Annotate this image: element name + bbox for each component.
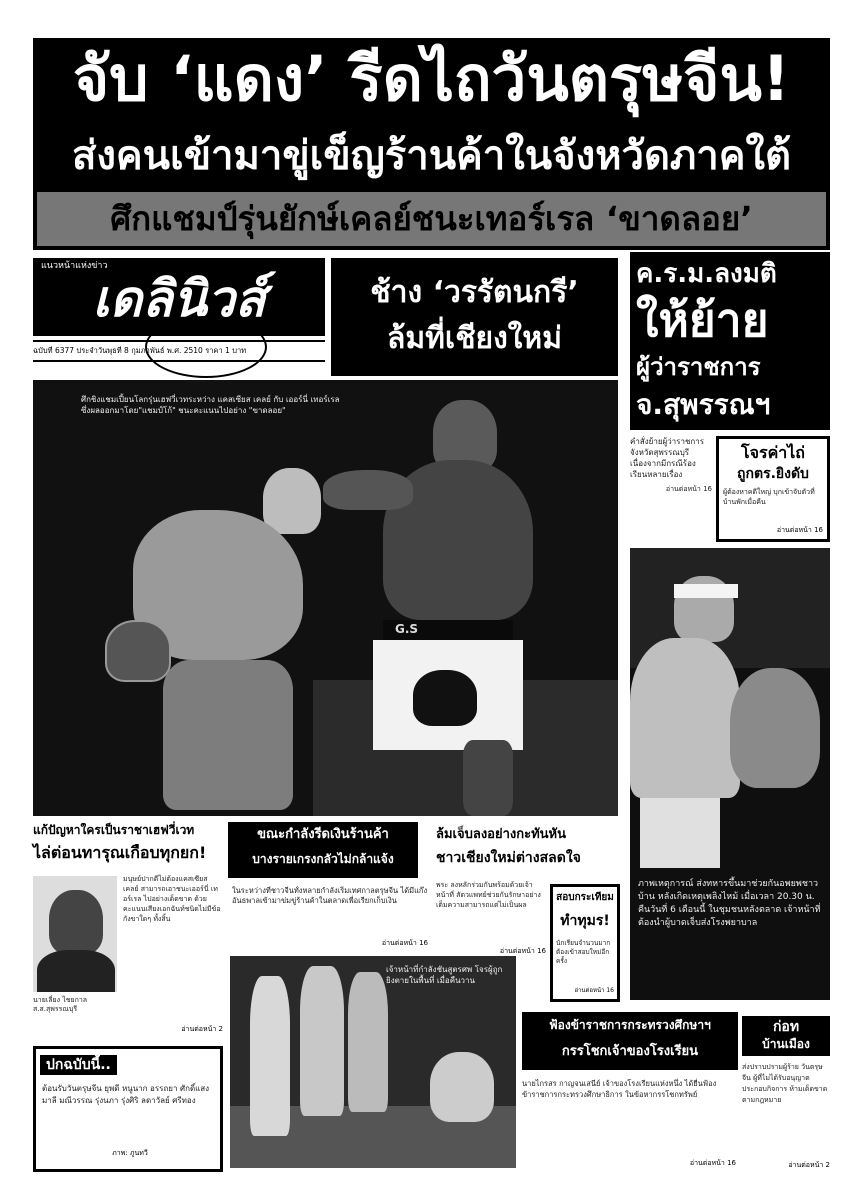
boxing-headline: ศึกแชมป์รุ่นยักษ์เคลย์ชนะเทอร์เรล ‘ขาดลอย’ [110,199,753,238]
boxing-caption: ศึกชิงแชมเปี้ยนโลกรุ่นเฮฟวี่เวทระหว่าง แคสเซียส เคลย์ กับ เออร์นี่ เทอร์เรล ซึ่งผลออกมาโดย"แชมป์โก้" ชนะคะแนนไปอย่าง "ขาดลอย" [81,395,340,415]
top-banner [33,38,830,188]
left-story-title2: ไล่ต่อนทารุณเกือบทุกยก! [33,843,207,862]
chiangmai-title1: ล้มเจ็บลงอย่างกะทันหัน [436,827,566,842]
column-logo [742,1016,830,1056]
politician-caption: นายเลี่ยง ไชยกาล ส.ส.สุพรรณบุรี [33,996,88,1013]
right-boxer-arm [323,470,413,510]
edu-title1: ฟ้องข้าราชการกระทรวงศึกษาฯ [549,1018,711,1032]
sub-headline: ส่งคนเข้ามาขู่เข็ญร้านค้าในจังหวัดภาคใต้ [71,133,792,179]
officer-3 [348,972,388,1112]
cabinet-headline-box [630,252,830,430]
exam-title1: สอบกระเทียม [556,892,614,903]
cabinet-body-text: คำสั่งย้ายผู้ว่าราชการจังหวัดสุพรรณบุรี เนื่องจากมีกรณีร้องเรียนหลายเรื่อง [630,437,705,479]
exam-more[interactable]: อ่านต่อหน้า 16 [574,987,614,994]
exam-title2: ทำทุมร! [560,913,610,929]
masthead-logo: เดลินิวส์ [92,270,266,328]
crime-caption: เจ้าหน้าที่กำลังชันสูตรศพ โจรผู้ถูกยิงตายในพื้นที่ เมื่อคืนวาน [386,965,503,985]
exam-box [550,884,620,1002]
right-boxer-glove [413,670,477,726]
masthead [33,258,325,376]
extort-body: ในระหว่างที่ชาวจีนทั้งหลายกำลังเริ่มเทศกาลตรุษจีน ได้มีแก๊งอันธพาลเข้ามาข่มขู่ร้านค้าในตลาดเพื่อเรียกเก็บเงิน [232,886,428,905]
extort-title2: บางรายเกรงกลัวไม่กล้าแจ้ง [252,852,394,866]
chiangmai-more[interactable]: อ่านต่อหน้า 16 [499,947,546,955]
left-story-title1: แก้ปัญหาใครเป็นราชาเฮฟวี่เวท [33,823,195,837]
man-crouching [430,1052,494,1122]
boxing-headline-bar [33,188,830,250]
edu-headline-box [522,1012,738,1070]
edu-body: นายไกรสร กาญจนเสนีย์ เจ้าของโรงเรียนแห่งหนึ่ง ได้ยื่นฟ้องข้าราชการกระทรวงศึกษาธิการ ในข้อหากรรโชกทรัพย์ [522,1079,717,1099]
second-person [730,668,820,788]
robber-more[interactable]: อ่านต่อหน้า 16 [776,526,823,534]
fire-caption: ภาพเหตุการณ์ ส่งทหารขึ้นมาช่วยกันอพยพชาวบ้าน หลังเกิดเหตุเพลิงไหม้ เมื่อเวลา 20.30 น. คืนวันที่ 6 เดือนนี้ ในชุมชนหลังตลาด เจ้าหน้าที่ต้องนำผู้บาดเจ็บส่งโรงพยาบาล [638,879,821,928]
left-boxer-head [263,468,321,534]
chiangmai-body: พระ ลงหลักร่วมกันพร้อมด้วยเจ้าหน้าที่ สัตวแพทย์ช่วยกันรักษาอย่างเต็มความสามารถแต่ไม่เป็นผล [436,881,541,909]
contents-box [33,1046,223,1172]
exam-body: นักเรียนจำนวนมาก ต้องเข้าสอบใหม่อีกครั้ง [556,939,611,965]
robber-title1: โจรค่าไถ่ [741,443,805,462]
fire-photo [630,548,830,1000]
left-story [33,820,223,1042]
column-box [742,1016,830,1172]
boxing-photo [33,380,618,816]
contents-title: ปกฉบับนี้.. [40,1055,117,1075]
issue-line: ฉบับที่ 6377 ประจำวันพุธที่ 8 กุมภาพันธ์ พ.ศ. 2510 ราคา 1 บาท [33,346,247,355]
elephant-headline-line1: ช้าง ‘วรรัตนกรี’ [370,275,579,310]
politician-photo [33,876,117,992]
left-boxer-glove [105,620,171,682]
left-story-body: มนุษย์ปากดีไม่ต้องแคสเซียส เคลย์ สามารถเอาชนะเออร์นี่ เทอร์เรล ไปอย่างเด็ดขาด ด้วยคะแนนเสียงเอกฉันท์ชนิดไม่มีข้อกังขาใดๆ ทั้งสิ้น [123,875,221,923]
cabinet-more[interactable]: อ่านต่อหน้า 16 [665,485,712,493]
officer-2 [300,966,344,1116]
column-logo-line2: บ้านเมือง [762,1037,810,1051]
cabinet-line3: ผู้ว่าราชการ [636,353,761,381]
left-boxer-legs [163,660,293,810]
column-more[interactable]: อ่านต่อหน้า 2 [788,1161,830,1169]
man-body [630,638,740,798]
cabinet-line4: จ.สุพรรณฯ [636,388,771,421]
crime-photo [230,956,516,1168]
cabinet-line2: ให้ย้าย [636,293,769,347]
contents-credit: ภาพ: ภูนทวี [112,1149,148,1157]
robber-box [716,436,830,542]
politician-head [49,890,103,954]
elephant-headline-box [331,258,618,376]
masthead-tagline: แนวหน้าแห่งข่าว [41,261,108,271]
chiangmai-title2: ชาวเชียงใหม่ต่างสลดใจ [436,850,581,866]
right-boxer-trunks-label: G.S [395,622,419,636]
left-story-more[interactable]: อ่านต่อหน้า 2 [181,1025,223,1033]
robber-body: ผู้ต้องหาคดีใหญ่ บุกเข้าจับตัวที่บ้านพักเมื่อคืน [723,488,815,506]
column-logo-line1: ก่อท [772,1019,800,1035]
man-trousers [640,798,720,868]
cabinet-body [630,436,712,544]
extort-more[interactable]: อ่านต่อหน้า 16 [381,939,428,947]
main-headline: จับ ‘แดง’ รีดไถวันตรุษจีน! [72,42,791,115]
elephant-headline-line2: ล้มที่เชียงใหม่ [387,321,562,356]
extort-headline-box [228,822,418,878]
hand-drawn-circle [145,316,267,378]
contents-body: ต้อนรับวันตรุษจีน ยุพดี หนูนาก อรรถยา ศักดิ์แสง มาลี มณีวรรณ รุ่งนภา รุ่งศิริ ลดาวัลย์ ศรีทอง [42,1084,210,1105]
edu-more[interactable]: อ่านต่อหน้า 16 [689,1159,736,1167]
right-boxer-legs [463,740,513,816]
extort-title1: ขณะกำลังรีดเงินร้านค้า [257,827,389,842]
man-headband [674,584,738,598]
edu-title2: กรรโชกเจ้าของโรงเรียน [561,1044,699,1059]
column-body: ส่งปราบปรามผู้ร้าย วันตรุษจีน ผู้ที่ไม่ได้รับอนุญาต ประกอบกิจการ ห้ามเด็ดขาด ตามกฎหมาย [742,1063,828,1104]
politician-shoulders [37,950,115,992]
robber-title2: ถูกตร.ยิงดับ [737,466,809,482]
officer-1 [250,976,290,1136]
cabinet-line1: ค.ร.ม.ลงมติ [636,259,777,289]
